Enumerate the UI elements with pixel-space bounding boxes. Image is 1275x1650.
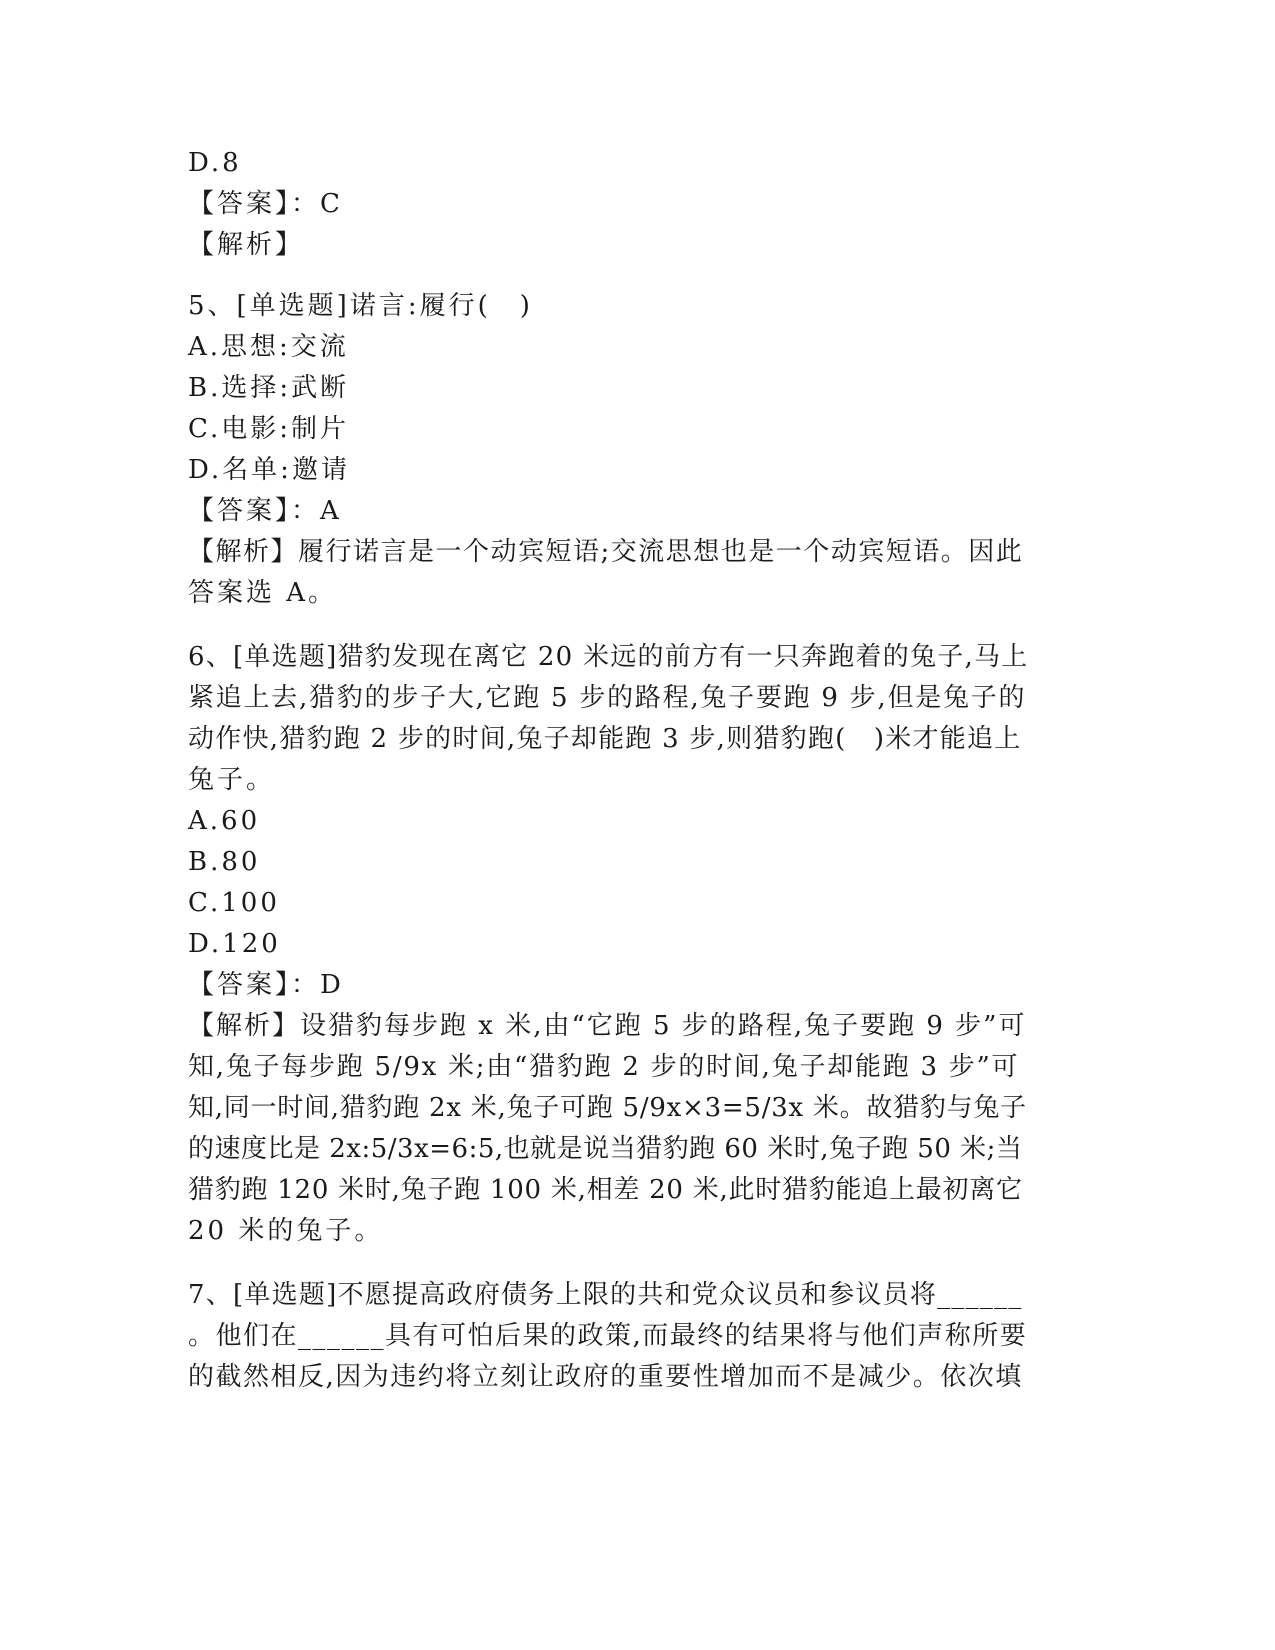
prev-answer: 【答案】：C	[188, 189, 343, 219]
q6-stem-line-1: 6、[单选题]猎豹发现在离它 20 米远的前方有一只奔跑着的兔子,马上	[188, 642, 1029, 672]
q5-option-a: A.思想:交流	[188, 332, 349, 362]
q6-stem-line-4: 兔子。	[188, 765, 276, 795]
q6-analysis-line-1: 【解析】设猎豹每步跑 x 米,由“它跑 5 步的路程,兔子要跑 9 步”可	[188, 1011, 1027, 1041]
q7-stem-line-2: 。他们在______具有可怕后果的政策,而最终的结果将与他们声称所要	[188, 1321, 1028, 1351]
q6-option-a: A.60	[188, 806, 261, 836]
q5-answer: 【答案】：A	[188, 496, 342, 526]
q7-stem-line-3: 的截然相反,因为违约将立刻让政府的重要性增加而不是减少。依次填	[188, 1362, 1023, 1392]
q6-analysis-line-2: 知,兔子每步跑 5/9x 米;由“猎豹跑 2 步的时间,兔子却能跑 3 步”可	[188, 1052, 1020, 1082]
q6-analysis-line-4: 的速度比是 2x:5/3x=6:5,也就是说当猎豹跑 60 米时,兔子跑 50 米;当	[188, 1134, 1023, 1164]
prev-analysis: 【解析】	[188, 230, 305, 260]
q6-option-d: D.120	[188, 929, 281, 959]
q6-stem-line-3: 动作快,猎豹跑 2 步的时间,兔子却能跑 3 步,则猎豹跑( )米才能追上	[188, 724, 1022, 754]
q5-option-d: D.名单:邀请	[188, 455, 350, 485]
q6-option-b: B.80	[188, 847, 261, 877]
q5-analysis-line-1: 【解析】履行诺言是一个动宾短语;交流思想也是一个动宾短语。因此	[188, 537, 1024, 567]
q6-stem-line-2: 紧追上去,猎豹的步子大,它跑 5 步的路程,兔子要跑 9 步,但是兔子的	[188, 683, 1027, 713]
q7-stem-line-1: 7、[单选题]不愿提高政府债务上限的共和党众议员和参议员将______	[188, 1280, 1023, 1310]
q6-analysis-line-3: 知,同一时间,猎豹跑 2x 米,兔子可跑 5/9x×3=5/3x 米。故猎豹与兔子	[188, 1093, 1027, 1123]
q5-analysis-line-2: 答案选 A。	[188, 578, 338, 608]
q5-stem: 5、[单选题]诺言:履行( )	[188, 291, 533, 321]
q6-analysis-line-6: 20 米的兔子。	[188, 1216, 384, 1246]
q6-analysis-line-5: 猎豹跑 120 米时,兔子跑 100 米,相差 20 米,此时猎豹能追上最初离它	[188, 1175, 1023, 1205]
q5-option-b: B.选择:武断	[188, 373, 350, 403]
q5-option-c: C.电影:制片	[188, 414, 349, 444]
q6-option-c: C.100	[188, 888, 280, 918]
prev-option-d: D.8	[188, 148, 242, 178]
q6-answer: 【答案】：D	[188, 970, 344, 1000]
